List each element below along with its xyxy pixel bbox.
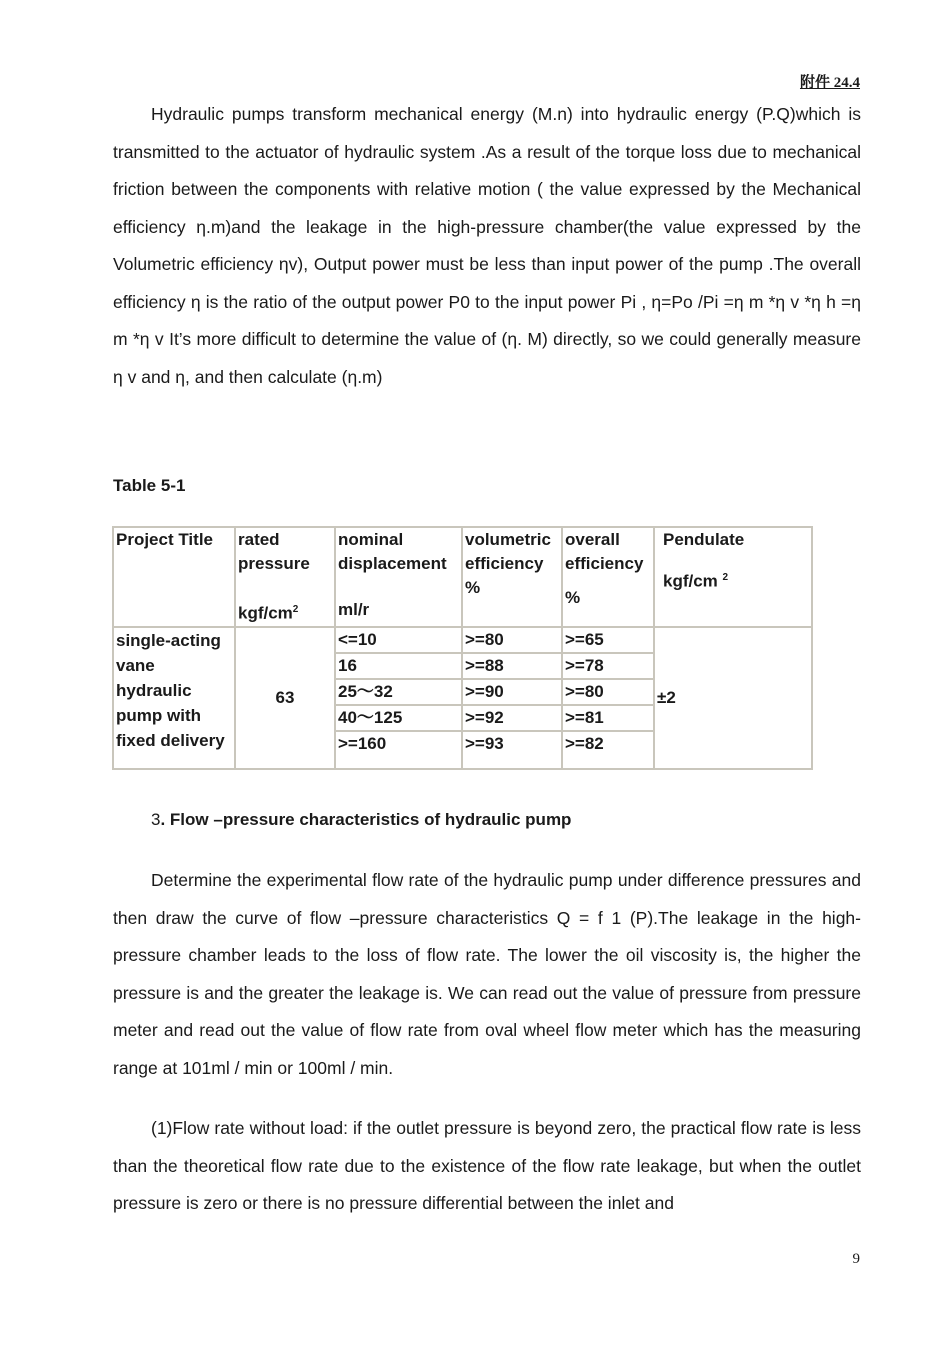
header-project-title: Project Title bbox=[113, 527, 235, 627]
displacement-cell: >=160 bbox=[335, 731, 462, 769]
section-number: 3 bbox=[151, 810, 161, 829]
overall-cell: >=82 bbox=[562, 731, 654, 769]
project-name-cell: single-acting vane hydraulic pump with fixed delivery bbox=[113, 627, 235, 769]
volumetric-cell: >=93 bbox=[462, 731, 562, 769]
displacement-cell: 40～125 bbox=[335, 705, 462, 731]
flow-without-load-paragraph: (1)Flow rate without load: if the outlet pressure is beyond zero, the practical flow rate is less than the theoretical flow rate due to the existence of the flow rate leakage, but when the outlet pressure is zero or there is no pressure differential between the inlet and bbox=[113, 1118, 861, 1213]
rated-pressure-value: 63 bbox=[235, 627, 335, 769]
header-rated-pressure: rated pressure kgf/$cm^2$ bbox=[235, 527, 335, 627]
volumetric-cell: >=92 bbox=[462, 705, 562, 731]
overall-cell: >=80 bbox=[562, 679, 654, 705]
volumetric-cell: >=80 bbox=[462, 627, 562, 653]
displacement-cell: 16 bbox=[335, 653, 462, 679]
volumetric-cell: >=88 bbox=[462, 653, 562, 679]
intro-paragraph: Hydraulic pumps transform mechanical energy (M.n) into hydraulic energy (P.Q)which is transmitted to the actuator of hydraulic system .As a result of the torque loss due to mechanical friction between the components with relative motion ( the value expressed by the Mechanical efficiency η.m)and the leakage in the high-pressure chamber(the value expressed by the Volumetric efficiency ηv), Output power must be less than input power of the pump .The overall efficiency η is the ratio of the output power P0 to the input power Pi , η=Po /Pi =η m *η v *η h =η m *η v It’s more difficult to determine the value of (η. M) directly, so we could generally measure η v and η, and then calculate (η.m) bbox=[113, 104, 861, 387]
overall-cell: >=78 bbox=[562, 653, 654, 679]
header-nominal-displacement: nominal displacement ml/r bbox=[335, 527, 462, 627]
section-heading: 3. Flow –pressure characteristics of hydraulic pump bbox=[151, 810, 572, 829]
page-number: 9 bbox=[852, 1251, 860, 1267]
pendulate-value: ±2 bbox=[654, 627, 812, 769]
overall-cell: >=81 bbox=[562, 705, 654, 731]
section-title: Flow –pressure characteristics of hydraulic pump bbox=[169, 810, 572, 829]
displacement-cell: 25～32 bbox=[335, 679, 462, 705]
table-row bbox=[113, 627, 812, 653]
header-volumetric-efficiency: volumetric efficiency % bbox=[462, 527, 562, 627]
displacement-cell: <=10 bbox=[335, 627, 462, 653]
table-caption: Table 5-1 bbox=[113, 476, 186, 495]
flow-pressure-paragraph: Determine the experimental flow rate of the hydraulic pump under difference pressures and then draw the curve of flow –pressure characteristics Q = f 1 (P).The leakage in the high-pressure chamber leads to the loss of flow rate. The lower the oil viscosity is, the higher the pressure is and the greater the leakage is. We can read out the value of pressure from pressure meter and read out the value of flow rate from oval wheel flow meter which has the measuring range at 101ml / min or 100ml / min. bbox=[113, 870, 861, 1078]
pump-spec-table bbox=[112, 526, 813, 770]
attachment-label: 附件 24.4 bbox=[799, 75, 860, 91]
volumetric-cell: >=90 bbox=[462, 679, 562, 705]
header-overall-efficiency: overall efficiency % bbox=[562, 527, 654, 627]
table-header-row bbox=[113, 527, 812, 627]
header-pendulate: Pendulate kgf/cm $^2$ bbox=[654, 527, 812, 627]
overall-cell: >=65 bbox=[562, 627, 654, 653]
